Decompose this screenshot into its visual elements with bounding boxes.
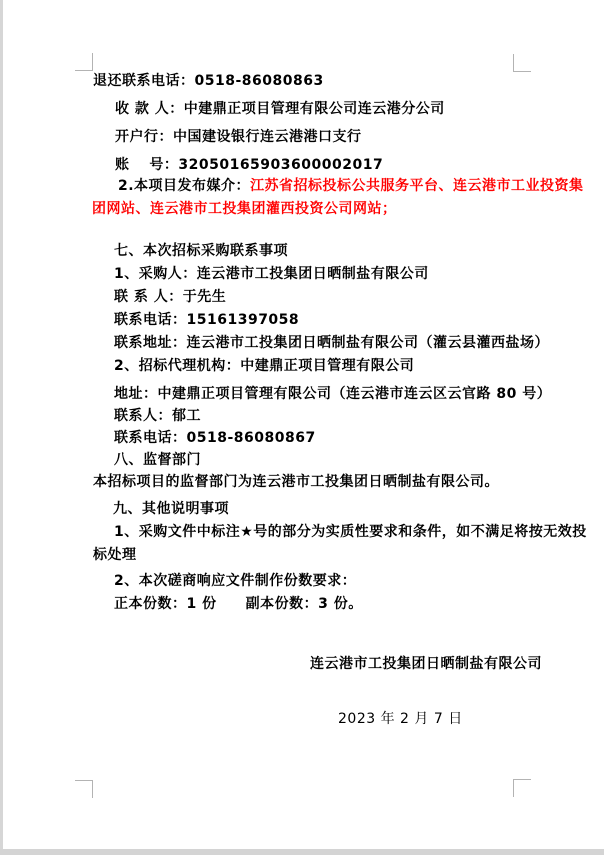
text-boundary-mark-top-right — [513, 54, 531, 72]
document-page[interactable] — [3, 0, 604, 849]
text-boundary-mark-top-left — [75, 53, 93, 71]
signature-date: 2023 年 2 月 7 日 — [338, 711, 463, 727]
section7-heading: 七、本次招标采购联系事项 — [114, 243, 288, 259]
contact-phone-line: 联系电话：15161397058 — [114, 312, 300, 328]
section8-heading: 八、监督部门 — [114, 452, 201, 468]
payee-line: 收 款 人：中建鼎正项目管理有限公司连云港分公司 — [115, 101, 445, 117]
note1-line2: 标处理 — [93, 547, 137, 563]
agency-phone-line: 联系电话：0518-86080867 — [114, 430, 316, 446]
contact-address-line: 联系地址：连云港市工投集团日晒制盐有限公司（灌云县灌西盐场） — [114, 335, 549, 351]
supervision-line: 本招标项目的监督部门为连云港市工投集团日晒制盐有限公司。 — [93, 474, 499, 490]
agency-contact-line: 联系人：郁工 — [114, 408, 201, 424]
agency-address-line: 地址：中建鼎正项目管理有限公司（连云港市连云区云官路 80 号） — [114, 386, 552, 402]
account-number-line: 账 号：32050165903600002017 — [115, 157, 384, 173]
agency-line: 2、招标代理机构：中建鼎正项目管理有限公司 — [114, 358, 415, 374]
purchaser-line: 1、采购人：连云港市工投集团日晒制盐有限公司 — [114, 266, 429, 282]
publish-media-line-2: 团网站、连云港市工投集团灌西投资公司网站； — [92, 201, 397, 217]
copies-line: 正本份数：1 份 副本份数：3 份。 — [114, 596, 363, 612]
refund-phone-line: 退还联系电话：0518-86080863 — [93, 73, 324, 89]
signature-company: 连云港市工投集团日晒制盐有限公司 — [310, 656, 542, 672]
publish-media-line — [118, 178, 584, 194]
text-boundary-mark-bottom-right — [513, 779, 531, 797]
publish-media-label: 2.本项目发布媒介： — [118, 178, 251, 194]
bank-line: 开户行：中国建设银行连云港港口支行 — [115, 129, 362, 145]
note1-line1: 1、采购文件中标注★号的部分为实质性要求和条件，如不满足将按无效投 — [114, 524, 587, 540]
publish-media-red-text: 江苏省招标投标公共服务平台、连云港市工业投资集 — [250, 178, 584, 194]
text-boundary-mark-bottom-left — [75, 780, 93, 798]
contact-person-line: 联 系 人：于先生 — [114, 289, 227, 305]
window-edge-bottom — [0, 849, 604, 855]
section9-heading: 九、其他说明事项 — [113, 501, 229, 517]
note2-line: 2、本次磋商响应文件制作份数要求： — [114, 573, 357, 589]
